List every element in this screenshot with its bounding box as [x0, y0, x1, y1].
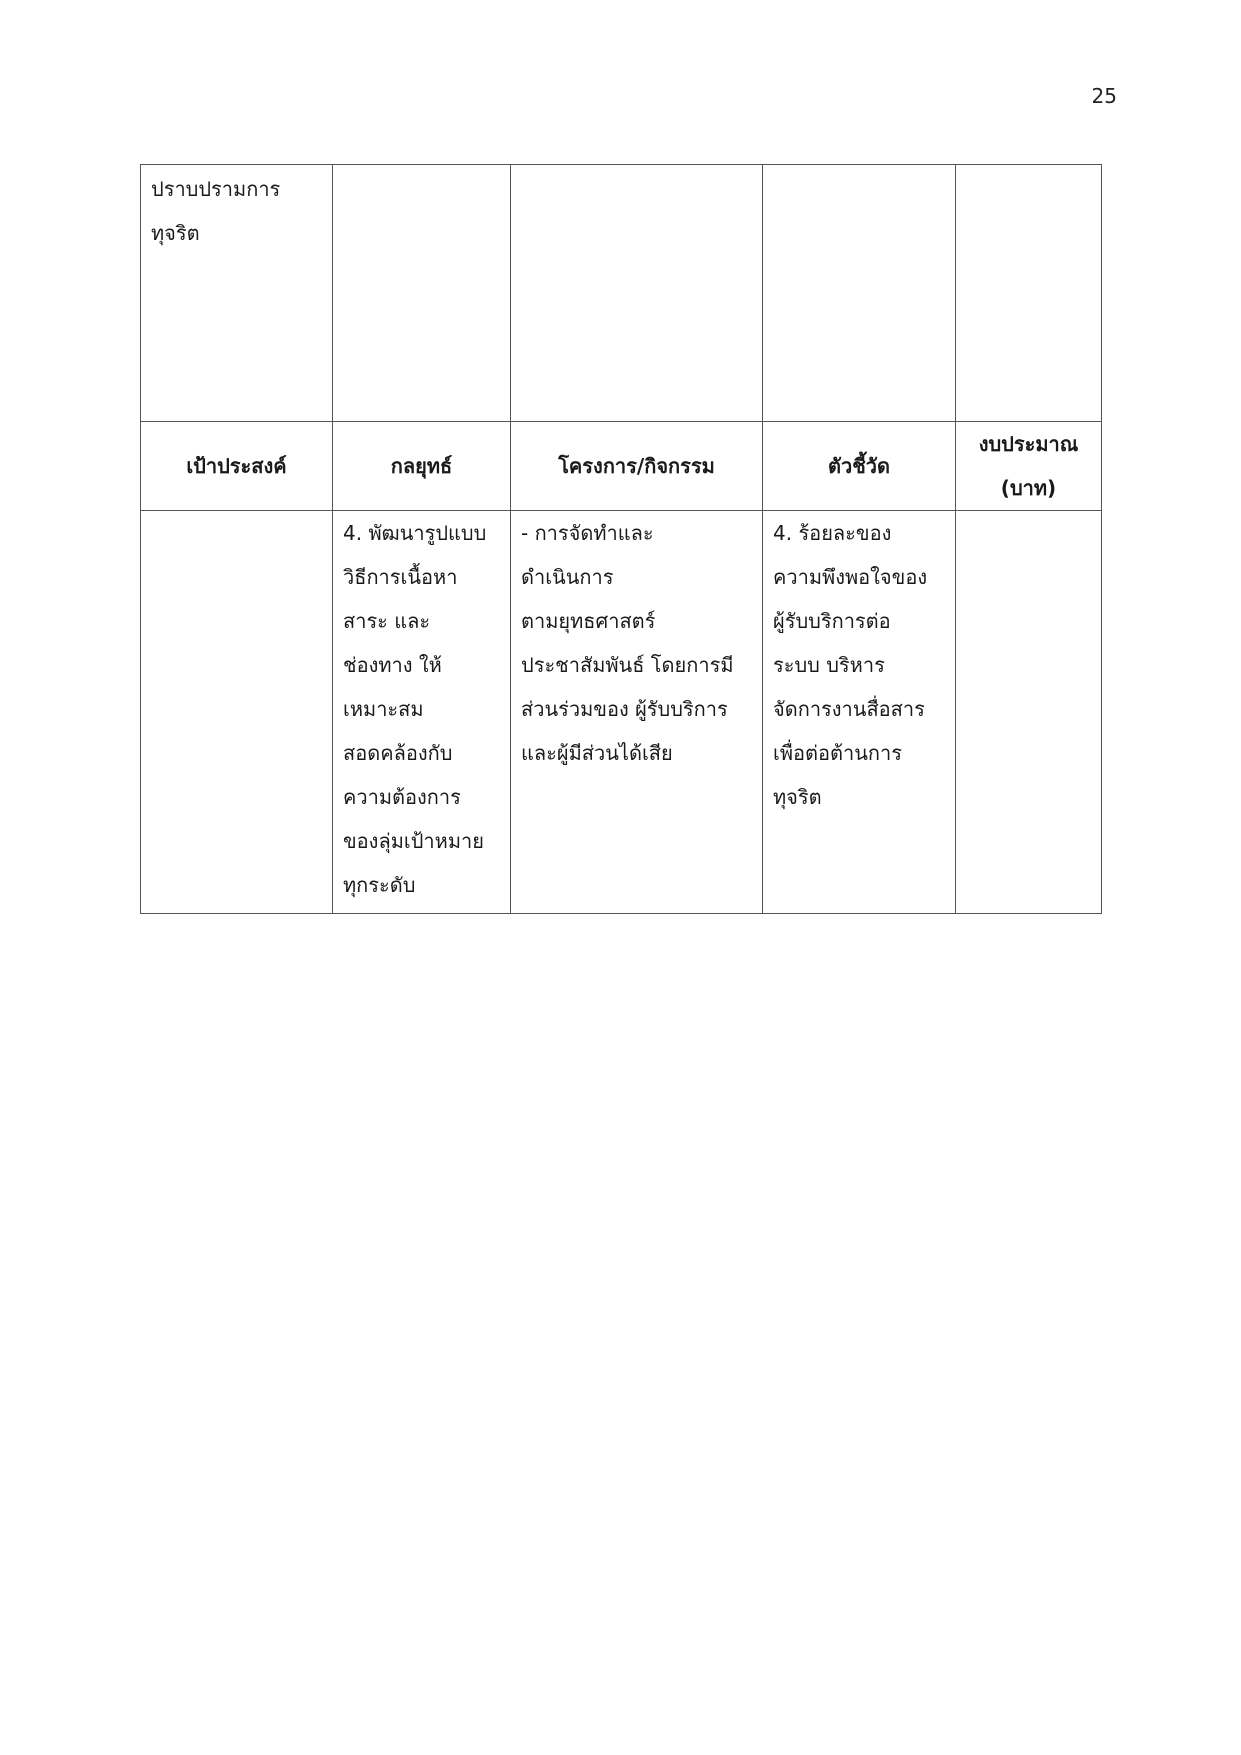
cell-empty	[763, 165, 956, 422]
indicator-line: 4. ร้อยละของ	[773, 521, 892, 545]
cell-project	[511, 511, 763, 914]
cell-strategy	[333, 511, 511, 914]
cell-empty	[956, 165, 1102, 422]
strategy-line: ทุกระดับ	[343, 873, 416, 897]
indicator-line: จัดการงานสื่อสาร	[773, 697, 925, 721]
table-header-row	[141, 422, 1102, 511]
indicator-line: เพื่อต่อต้านการ	[773, 741, 903, 765]
header-objective: เป้าประสงค์	[141, 422, 333, 511]
objective-line: ทุจริต	[151, 221, 200, 245]
header-budget	[956, 422, 1102, 511]
strategy-line: ความต้องการ	[343, 785, 461, 809]
header-strategy: กลยุทธ์	[333, 422, 511, 511]
indicator-line: ทุจริต	[773, 785, 822, 809]
strategy-line: 4. พัฒนารูปแบบ	[343, 521, 487, 545]
strategy-line: ของลุ่มเป้าหมาย	[343, 829, 484, 853]
project-line: ส่วนร่วมของ ผู้รับบริการ	[521, 697, 728, 721]
strategy-line: สาระ และ	[343, 609, 431, 633]
project-line: และผู้มีส่วนได้เสีย	[521, 741, 673, 765]
project-line: ดำเนินการ	[521, 565, 614, 589]
strategy-line: วิธีการเนื้อหา	[343, 565, 458, 589]
indicator-line: ผู้รับบริการต่อ	[773, 609, 891, 633]
strategy-line: ช่องทาง ให้	[343, 653, 442, 677]
table-row-continued	[141, 165, 1102, 422]
cell-objective	[141, 511, 333, 914]
project-line: ตามยุทธศาสตร์	[521, 609, 656, 633]
project-line: - การจัดทำและ	[521, 521, 654, 545]
indicator-line: ความพึงพอใจของ	[773, 565, 928, 589]
cell-budget	[956, 511, 1102, 914]
strategy-line: เหมาะสม	[343, 697, 424, 721]
header-budget-line2: (บาท)	[1000, 476, 1057, 500]
project-line: ประชาสัมพันธ์ โดยการมี	[521, 653, 734, 677]
cell-objective-continued	[141, 165, 333, 422]
page-number: 25	[1091, 84, 1117, 108]
header-budget-line1: งบประมาณ	[978, 432, 1079, 456]
header-indicator: ตัวชี้วัด	[763, 422, 956, 511]
indicator-line: ระบบ บริหาร	[773, 653, 885, 677]
cell-indicator	[763, 511, 956, 914]
cell-empty	[511, 165, 763, 422]
objective-line: ปราบปรามการ	[151, 177, 281, 201]
table-row	[141, 511, 1102, 914]
strategy-table	[140, 164, 1102, 914]
strategy-line: สอดคล้องกับ	[343, 741, 453, 765]
cell-empty	[333, 165, 511, 422]
header-project: โครงการ/กิจกรรม	[511, 422, 763, 511]
